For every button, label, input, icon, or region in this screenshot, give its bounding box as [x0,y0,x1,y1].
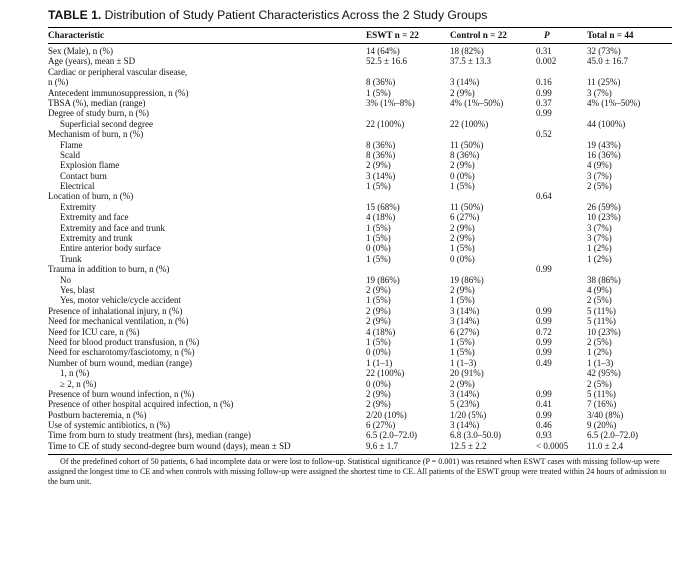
table-container [48,6,672,487]
cell-eswt: 22 (100%) [366,368,405,379]
row-label: Need for escharotomy/fasciotomy, n (%) [48,347,195,358]
cell-eswt: 14 (64%) [366,46,400,56]
cell-eswt: 0 (0%) [366,243,391,254]
cell-total: 38 (86%) [587,274,621,285]
cell-total: 4 (9%) [587,284,612,295]
cell-control: 37.5 ± 13.3 [450,56,491,67]
row-label: Need for blood product transfusion, n (%) [48,336,200,347]
cell-eswt: 8 (36%) [366,77,396,88]
table-row [48,430,672,440]
cell-control: 11 (50%) [450,139,484,150]
table-row [48,212,672,222]
table-row [48,358,672,368]
cell-control: 3 (14%) [450,388,480,399]
row-label: ≥ 2, n (%) [60,378,97,389]
cell-p: 0.46 [536,420,552,431]
cell-total: 32 (73%) [587,46,621,56]
row-label: Number of burn wound, median (range) [48,357,192,368]
cell-control: 8 (36%) [450,149,480,160]
cell-control: 1 (5%) [450,295,475,306]
row-label: Explosion flame [60,160,120,171]
table-row [48,264,672,274]
row-label: Extremity and face and trunk [60,222,165,233]
cell-total: 3 (7%) [587,170,612,181]
table-row [48,140,672,150]
cell-eswt: 4 (18%) [366,326,396,337]
row-label: Trauma in addition to burn, n (%) [48,264,170,275]
table-row [48,295,672,305]
cell-control: 22 (100%) [450,118,489,129]
table-row [48,67,672,77]
cell-control: 2 (9%) [450,160,475,171]
row-label: Antecedent immunosuppression, n (%) [48,87,189,98]
cell-eswt: 3 (14%) [366,170,396,181]
cell-eswt: 2/20 (10%) [366,409,407,420]
cell-eswt: 2 (9%) [366,160,391,171]
table-row [48,441,672,451]
row-label: Superficial second degree [60,118,153,129]
cell-p: 0.93 [536,430,552,441]
table-row [48,389,672,399]
cell-eswt: 52.5 ± 16.6 [366,56,407,67]
cell-p: 0.37 [536,97,552,108]
cell-control: 1/20 (5%) [450,409,487,420]
table-row [48,88,672,98]
cell-control: 0 (0%) [450,253,475,264]
cell-eswt: 1 (1–1) [366,357,393,368]
row-label: Need for mechanical ventilation, n (%) [48,316,189,327]
header-characteristic: Characteristic [48,30,105,40]
bottom-rule [48,454,672,455]
cell-control: 2 (9%) [450,378,475,389]
cell-total: 1 (2%) [587,347,612,358]
header-total: Total n = 44 [587,30,634,40]
cell-eswt: 1 (5%) [366,181,391,192]
cell-total: 3/40 (8%) [587,409,624,420]
table-row [48,368,672,378]
cell-eswt: 2 (9%) [366,399,391,410]
table-row [48,316,672,326]
table-row [48,337,672,347]
cell-total: 19 (43%) [587,139,621,150]
cell-total: 16 (36%) [587,149,621,160]
cell-total: 5 (11%) [587,305,616,316]
row-label: Contact burn [60,170,107,181]
cell-eswt: 9.6 ± 1.7 [366,440,398,451]
table-row [48,181,672,191]
cell-total: 3 (7%) [587,222,612,233]
cell-p: 0.002 [536,56,557,67]
row-label: Location of burn, n (%) [48,191,134,202]
table-row [48,285,672,295]
cell-control: 2 (9%) [450,233,475,244]
cell-control: 19 (86%) [450,274,484,285]
cell-eswt: 0 (0%) [366,378,391,389]
row-label: Need for ICU care, n (%) [48,326,140,337]
cell-eswt: 2 (9%) [366,316,391,327]
cell-control: 3 (14%) [450,420,480,431]
cell-eswt: 8 (36%) [366,139,396,150]
cell-total: 2 (5%) [587,336,612,347]
table-row [48,275,672,285]
row-label: Yes, blast [60,284,95,295]
cell-total: 42 (95%) [587,368,621,379]
cell-total: 2 (5%) [587,181,612,192]
cell-total: 2 (5%) [587,378,612,389]
cell-control: 0 (0%) [450,170,475,181]
cell-eswt: 22 (100%) [366,118,405,129]
header-p: P [544,30,550,40]
table-row [48,202,672,212]
table-row [48,98,672,108]
cell-control: 18 (82%) [450,46,484,56]
cell-total: 4 (9%) [587,160,612,171]
cell-control: 1 (5%) [450,347,475,358]
cell-p: 0.99 [536,409,552,420]
cell-control: 12.5 ± 2.2 [450,440,487,451]
cell-total: 2 (5%) [587,295,612,306]
table-row [48,150,672,160]
cell-total: 5 (11%) [587,388,616,399]
cell-total: 3 (7%) [587,87,612,98]
table-row [48,77,672,87]
cell-eswt: 1 (5%) [366,336,391,347]
table-row [48,119,672,129]
row-label: No [60,274,71,285]
cell-eswt: 1 (5%) [366,253,391,264]
cell-eswt: 2 (9%) [366,388,391,399]
row-label: Extremity and face [60,212,129,223]
cell-p: 0.99 [536,264,552,275]
cell-control: 6.8 (3.0–50.0) [450,430,501,441]
cell-control: 5 (23%) [450,399,480,410]
cell-eswt: 19 (86%) [366,274,400,285]
table-header [48,28,672,44]
cell-p: 0.52 [536,129,552,140]
cell-eswt: 1 (5%) [366,295,391,306]
table-row [48,243,672,253]
table-row [48,46,672,56]
row-label: Trunk [60,253,82,264]
row-label: Flame [60,139,83,150]
row-label: Entire anterior body surface [60,243,161,254]
cell-eswt: 1 (5%) [366,222,391,233]
cell-total: 45.0 ± 16.7 [587,56,628,67]
cell-control: 6 (27%) [450,212,480,223]
row-label: Presence of inhalational injury, n (%) [48,305,183,316]
cell-total: 5 (11%) [587,316,616,327]
cell-control: 2 (9%) [450,222,475,233]
cell-control: 4% (1%–50%) [450,97,504,108]
table-row [48,191,672,201]
cell-p: 0.99 [536,108,552,119]
cell-total: 44 (100%) [587,118,626,129]
cell-eswt: 15 (68%) [366,201,400,212]
cell-p: 0.31 [536,46,552,56]
cell-total: 4% (1%–50%) [587,97,641,108]
cell-eswt: 1 (5%) [366,87,391,98]
row-label: Use of systemic antibiotics, n (%) [48,420,170,431]
cell-eswt: 6.5 (2.0–72.0) [366,430,417,441]
table-row [48,233,672,243]
cell-total: 3 (7%) [587,233,612,244]
row-label: Presence of burn wound infection, n (%) [48,388,195,399]
table-row [48,129,672,139]
cell-eswt: 2 (9%) [366,284,391,295]
table-row [48,420,672,430]
cell-p: 0.99 [536,87,552,98]
table-body [48,44,672,451]
cell-eswt: 4 (18%) [366,212,396,223]
row-label: Time from burn to study treatment (hrs), median (range) [48,430,251,441]
cell-eswt: 0 (0%) [366,347,391,358]
cell-total: 11 (25%) [587,77,621,88]
table-row [48,410,672,420]
row-label: Cardiac or peripheral vascular disease, [48,66,188,77]
cell-eswt: 3% (1%–8%) [366,97,415,108]
cell-total: 1 (1–3) [587,357,614,368]
cell-total: 10 (23%) [587,326,621,337]
cell-control: 3 (14%) [450,77,480,88]
cell-control: 2 (9%) [450,87,475,98]
cell-total: 7 (16%) [587,399,617,410]
cell-eswt: 6 (27%) [366,420,396,431]
table-row [48,56,672,66]
cell-p: 0.72 [536,326,552,337]
row-label: Mechanism of burn, n (%) [48,129,144,140]
cell-eswt: 2 (9%) [366,305,391,316]
cell-p: 0.99 [536,316,552,327]
cell-control: 2 (9%) [450,284,475,295]
cell-p: < 0.0005 [536,440,569,451]
row-label: Yes, motor vehicle/cycle accident [60,295,182,306]
cell-p: 0.64 [536,191,552,202]
row-label: TBSA (%), median (range) [48,97,146,108]
cell-p: 0.41 [536,399,552,410]
row-label: n (%) [48,77,69,88]
table-row [48,254,672,264]
header-control: Control n = 22 [450,30,507,40]
row-label: Degree of study burn, n (%) [48,108,149,119]
cell-control: 3 (14%) [450,316,480,327]
table-row [48,399,672,409]
row-label: Age (years), mean ± SD [48,56,136,67]
row-label: Time to CE of study second-degree burn wound (days), mean ± SD [48,440,291,451]
cell-control: 11 (50%) [450,201,484,212]
table-row [48,327,672,337]
table-row [48,160,672,170]
cell-control: 1 (5%) [450,336,475,347]
cell-p: 0.49 [536,357,552,368]
cell-total: 1 (2%) [587,253,612,264]
row-label: Presence of other hospital acquired infection, n (%) [48,399,234,410]
cell-total: 11.0 ± 2.4 [587,440,624,451]
row-label: Sex (Male), n (%) [48,46,113,56]
table-row [48,223,672,233]
row-label: 1, n (%) [60,368,90,379]
table-row [48,379,672,389]
table-title [48,6,672,24]
cell-p: 0.99 [536,305,552,316]
row-label: Extremity [60,201,96,212]
table-footnote: Of the predefined cohort of 50 patients, 6 had incomplete data or were lost to follow-up. Statistical significance (P = 0.001) was retained when ESWT cases with missing follow-up were assigned the longest time to CE and when controls with missing follow-up were assigned the shortest time to CE. All patients of the ESWT group were treated within 24 hours of admission to the burn unit. [48,457,667,487]
table-caption: Distribution of Study Patient Characteristics Across the 2 Study Groups [104,8,488,22]
cell-eswt: 1 (5%) [366,233,391,244]
cell-total: 6.5 (2.0–72.0) [587,430,638,441]
table-row [48,108,672,118]
row-label: Postburn bacteremia, n (%) [48,409,147,420]
row-label: Extremity and trunk [60,233,133,244]
cell-p: 0.99 [536,388,552,399]
table-row [48,171,672,181]
row-label: Electrical [60,181,95,192]
cell-control: 1 (5%) [450,243,475,254]
row-label: Scald [60,149,80,160]
cell-total: 9 (20%) [587,420,617,431]
table-row [48,347,672,357]
cell-p: 0.16 [536,77,552,88]
cell-control: 1 (1–3) [450,357,477,368]
table-row [48,306,672,316]
cell-eswt: 8 (36%) [366,149,396,160]
table-label: TABLE 1. [48,8,102,22]
header-eswt: ESWT n = 22 [366,30,419,40]
cell-control: 6 (27%) [450,326,480,337]
cell-p: 0.99 [536,336,552,347]
cell-control: 20 (91%) [450,368,484,379]
cell-total: 26 (59%) [587,201,621,212]
cell-total: 10 (23%) [587,212,621,223]
cell-p: 0.99 [536,347,552,358]
cell-control: 1 (5%) [450,181,475,192]
cell-control: 3 (14%) [450,305,480,316]
cell-total: 1 (2%) [587,243,612,254]
